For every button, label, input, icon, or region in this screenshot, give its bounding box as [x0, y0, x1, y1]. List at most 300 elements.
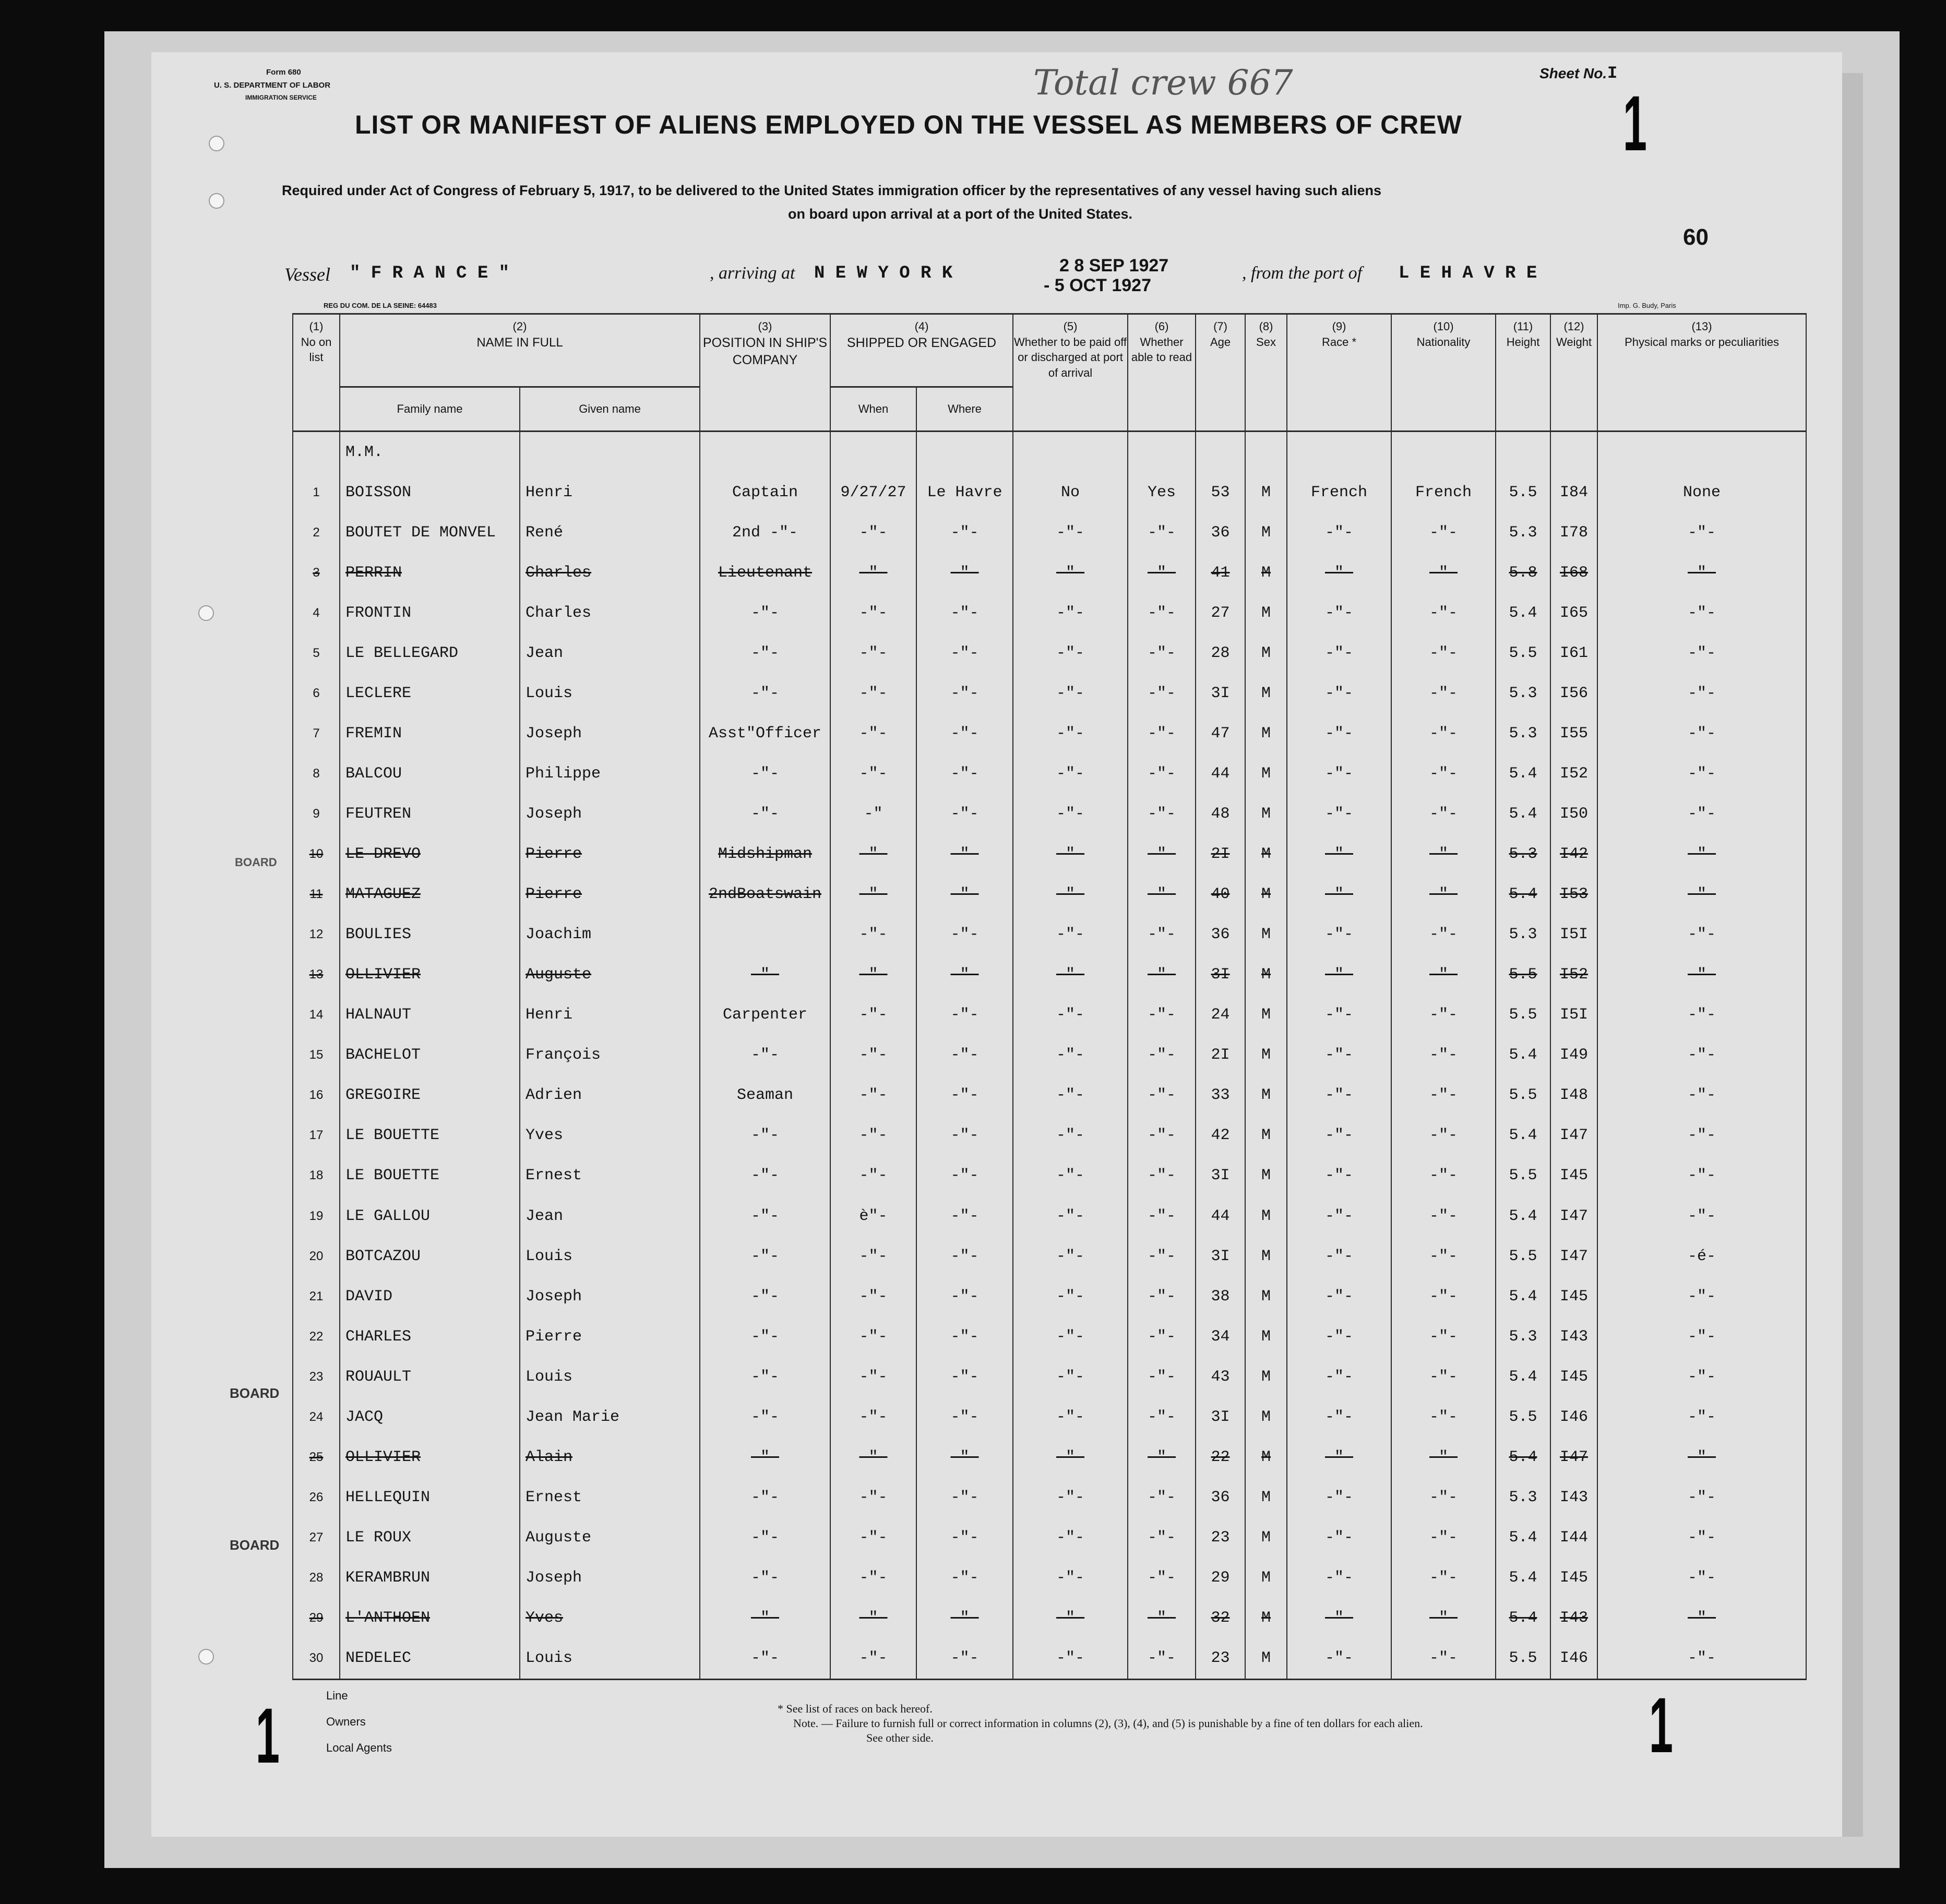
able-to-read: -"- — [1128, 1116, 1196, 1156]
weight: I52 — [1550, 955, 1597, 995]
age: 2I — [1196, 834, 1245, 875]
subtitle-line1: Required under Act of Congress of February 5, 1917, to be delivered to the United States immigration officer by the representatives of any vessel having such aliens — [282, 183, 1382, 198]
race: -"- — [1287, 794, 1391, 834]
table-row — [293, 834, 1806, 875]
height: 5.5 — [1496, 633, 1550, 673]
header-shipped: (4) SHIPPED OR ENGAGED — [830, 314, 1013, 387]
physical-marks: -"- — [1597, 1558, 1806, 1598]
age: 3I — [1196, 1236, 1245, 1276]
shipped-where: -"- — [916, 1437, 1013, 1477]
weight: I46 — [1550, 1397, 1597, 1437]
weight: I50 — [1550, 794, 1597, 834]
header-name: (2) NAME IN FULL — [340, 314, 700, 387]
weight: I47 — [1550, 1196, 1597, 1236]
physical-marks: -"- — [1597, 915, 1806, 955]
sex: M — [1245, 1558, 1287, 1598]
table-row — [293, 553, 1806, 593]
row-number: 29 — [293, 1598, 340, 1638]
shipped-when: -"- — [830, 1156, 916, 1196]
nationality: -"- — [1391, 1397, 1496, 1437]
nationality: French — [1391, 472, 1496, 512]
able-to-read: -"- — [1128, 633, 1196, 673]
shipped-when: -"- — [830, 915, 916, 955]
row-number: 13 — [293, 955, 340, 995]
nationality: -"- — [1391, 1156, 1496, 1196]
family-name: LE BELLEGARD — [340, 633, 520, 673]
physical-marks: -"- — [1597, 1638, 1806, 1680]
paid-off: -"- — [1013, 553, 1128, 593]
sex: M — [1245, 1517, 1287, 1558]
table-prefix-row — [293, 432, 1806, 473]
able-to-read: -"- — [1128, 673, 1196, 713]
header-position: (3) POSITION IN SHIP'S COMPANY — [700, 314, 830, 432]
shipped-where: -"- — [916, 1276, 1013, 1316]
row-number: 23 — [293, 1357, 340, 1397]
given-name: Louis — [520, 1357, 700, 1397]
sex: M — [1245, 1276, 1287, 1316]
family-name: BOTCAZOU — [340, 1236, 520, 1276]
shipped-when: -"- — [830, 1116, 916, 1156]
shipped-when: -"- — [830, 512, 916, 553]
shipped-when: -"- — [830, 1558, 916, 1598]
physical-marks: None — [1597, 472, 1806, 512]
height: 5.8 — [1496, 553, 1550, 593]
sex: M — [1245, 875, 1287, 915]
paid-off: -"- — [1013, 1236, 1128, 1276]
shipped-where: -"- — [916, 1477, 1013, 1517]
table-row — [293, 1196, 1806, 1236]
age: 33 — [1196, 1075, 1245, 1116]
date-stamp-2: - 5 OCT 1927 — [1044, 276, 1151, 295]
height: 5.4 — [1496, 1035, 1550, 1075]
height: 5.5 — [1496, 1397, 1550, 1437]
weight: I47 — [1550, 1116, 1597, 1156]
family-name: DAVID — [340, 1276, 520, 1316]
table-row — [293, 995, 1806, 1035]
shipped-when: 9/27/27 — [830, 472, 916, 512]
sex: M — [1245, 1236, 1287, 1276]
height: 5.3 — [1496, 713, 1550, 753]
race: -"- — [1287, 1517, 1391, 1558]
weight: I43 — [1550, 1316, 1597, 1357]
position: -"- — [700, 1397, 830, 1437]
race: -"- — [1287, 1638, 1391, 1680]
shipped-when: -"- — [830, 1035, 916, 1075]
shipped-where: Le Havre — [916, 472, 1013, 512]
department: U. S. DEPARTMENT OF LABOR — [214, 81, 331, 90]
able-to-read: -"- — [1128, 1276, 1196, 1316]
position: -"- — [700, 1517, 830, 1558]
table-row — [293, 955, 1806, 995]
race: -"- — [1287, 1598, 1391, 1638]
physical-marks: -"- — [1597, 995, 1806, 1035]
shipped-when: -"- — [830, 1477, 916, 1517]
age: 3I — [1196, 1156, 1245, 1196]
sex: M — [1245, 553, 1287, 593]
able-to-read: -"- — [1128, 1517, 1196, 1558]
row-number: 10 — [293, 834, 340, 875]
shipped-where: -"- — [916, 1598, 1013, 1638]
able-to-read: -"- — [1128, 1397, 1196, 1437]
weight: I5I — [1550, 995, 1597, 1035]
given-name: Henri — [520, 472, 700, 512]
family-name: MATAGUEZ — [340, 875, 520, 915]
nationality: -"- — [1391, 1116, 1496, 1156]
given-name: Ernest — [520, 1477, 700, 1517]
paid-off: -"- — [1013, 1477, 1128, 1517]
family-name: GREGOIRE — [340, 1075, 520, 1116]
height: 5.4 — [1496, 753, 1550, 794]
position: Lieutenant — [700, 553, 830, 593]
given-name: Louis — [520, 673, 700, 713]
race: -"- — [1287, 1316, 1391, 1357]
shipped-where: -"- — [916, 1196, 1013, 1236]
given-name: Yves — [520, 1598, 700, 1638]
row-number: 24 — [293, 1397, 340, 1437]
row-number: 1 — [293, 472, 340, 512]
margin-stamp: BOARD — [230, 1537, 280, 1553]
nationality: -"- — [1391, 512, 1496, 553]
paid-off: -"- — [1013, 955, 1128, 995]
row-number: 4 — [293, 593, 340, 633]
able-to-read: -"- — [1128, 995, 1196, 1035]
weight: I52 — [1550, 753, 1597, 794]
shipped-where: -"- — [916, 1517, 1013, 1558]
age: 32 — [1196, 1598, 1245, 1638]
shipped-when: -"- — [830, 1276, 916, 1316]
sex: M — [1245, 1316, 1287, 1357]
shipped-where: -"- — [916, 713, 1013, 753]
sex: M — [1245, 1035, 1287, 1075]
position: Carpenter — [700, 995, 830, 1035]
family-name: BOISSON — [340, 472, 520, 512]
race: -"- — [1287, 1075, 1391, 1116]
shipped-when: -"- — [830, 553, 916, 593]
sex: M — [1245, 713, 1287, 753]
nationality: -"- — [1391, 915, 1496, 955]
able-to-read: -"- — [1128, 512, 1196, 553]
physical-marks: -"- — [1597, 1357, 1806, 1397]
shipped-where: -"- — [916, 1236, 1013, 1276]
age: 23 — [1196, 1517, 1245, 1558]
row-number: 5 — [293, 633, 340, 673]
see-other-side: See other side. — [866, 1731, 934, 1744]
weight: I49 — [1550, 1035, 1597, 1075]
vessel-name: " F R A N C E " — [350, 264, 510, 283]
family-name: JACQ — [340, 1397, 520, 1437]
position: -"- — [700, 1558, 830, 1598]
age: 3I — [1196, 955, 1245, 995]
age: 23 — [1196, 1638, 1245, 1680]
weight: I78 — [1550, 512, 1597, 553]
shipped-when: -"- — [830, 1357, 916, 1397]
physical-marks: -"- — [1597, 1598, 1806, 1638]
height: 5.4 — [1496, 1517, 1550, 1558]
paid-off: -"- — [1013, 1156, 1128, 1196]
page-number: 60 — [1683, 224, 1709, 250]
page-edge — [1842, 73, 1863, 1837]
shipped-when: -"- — [830, 834, 916, 875]
paid-off: -"- — [1013, 1598, 1128, 1638]
weight: I47 — [1550, 1437, 1597, 1477]
race: -"- — [1287, 753, 1391, 794]
family-name: OLLIVIER — [340, 955, 520, 995]
paid-off: -"- — [1013, 1196, 1128, 1236]
able-to-read: -"- — [1128, 1357, 1196, 1397]
weight: I43 — [1550, 1598, 1597, 1638]
race: -"- — [1287, 1357, 1391, 1397]
given-name: Alain — [520, 1437, 700, 1477]
age: 28 — [1196, 633, 1245, 673]
paid-off: -"- — [1013, 1116, 1128, 1156]
height: 5.3 — [1496, 915, 1550, 955]
header-where: Where — [916, 387, 1013, 432]
row-number: 21 — [293, 1276, 340, 1316]
paid-off: -"- — [1013, 1517, 1128, 1558]
weight: I65 — [1550, 593, 1597, 633]
height: 5.3 — [1496, 512, 1550, 553]
given-name: Pierre — [520, 834, 700, 875]
height: 5.4 — [1496, 1598, 1550, 1638]
header-paid-off: (5) Whether to be paid off or discharged at port of arrival — [1013, 314, 1128, 432]
header-no: (1) No on list — [293, 314, 340, 432]
row-number: 8 — [293, 753, 340, 794]
given-name: Joseph — [520, 794, 700, 834]
nationality: -"- — [1391, 955, 1496, 995]
position: -"- — [700, 1116, 830, 1156]
table-row — [293, 1598, 1806, 1638]
able-to-read: -"- — [1128, 1075, 1196, 1116]
race: -"- — [1287, 1276, 1391, 1316]
position: -"- — [700, 955, 830, 995]
age: 47 — [1196, 713, 1245, 753]
row-number: 3 — [293, 553, 340, 593]
position: Asst"Officer — [700, 713, 830, 753]
shipped-when: -"- — [830, 1437, 916, 1477]
family-name: BOUTET DE MONVEL — [340, 512, 520, 553]
page-title: LIST OR MANIFEST OF ALIENS EMPLOYED ON THE VESSEL AS MEMBERS OF CREW — [355, 110, 1462, 139]
paid-off: -"- — [1013, 633, 1128, 673]
weight: I43 — [1550, 1477, 1597, 1517]
age: 36 — [1196, 915, 1245, 955]
row-number: 9 — [293, 794, 340, 834]
paid-off: -"- — [1013, 995, 1128, 1035]
header-age: (7) Age — [1196, 314, 1245, 432]
family-name: LECLERE — [340, 673, 520, 713]
family-name: L'ANTHOEN — [340, 1598, 520, 1638]
sheet-number: I — [1607, 64, 1618, 83]
shipped-where: -"- — [916, 1638, 1013, 1680]
height: 5.5 — [1496, 955, 1550, 995]
header-nationality: (10) Nationality — [1391, 314, 1496, 432]
height: 5.3 — [1496, 1316, 1550, 1357]
shipped-when: -"- — [830, 593, 916, 633]
paid-off: -"- — [1013, 794, 1128, 834]
weight: I48 — [1550, 1075, 1597, 1116]
physical-marks: -"- — [1597, 955, 1806, 995]
able-to-read: -"- — [1128, 1558, 1196, 1598]
nationality: -"- — [1391, 633, 1496, 673]
sex: M — [1245, 593, 1287, 633]
shipped-when: -"- — [830, 1397, 916, 1437]
physical-marks: -"- — [1597, 1156, 1806, 1196]
shipped-where: -"- — [916, 995, 1013, 1035]
weight: I45 — [1550, 1558, 1597, 1598]
row-number: 27 — [293, 1517, 340, 1558]
table-row — [293, 713, 1806, 753]
race: -"- — [1287, 1116, 1391, 1156]
family-name: CHARLES — [340, 1316, 520, 1357]
race: -"- — [1287, 713, 1391, 753]
able-to-read: -"- — [1128, 1316, 1196, 1357]
nationality: -"- — [1391, 1196, 1496, 1236]
family-name: NEDELEC — [340, 1638, 520, 1680]
row-number: 17 — [293, 1116, 340, 1156]
given-name: Charles — [520, 593, 700, 633]
table-row — [293, 1517, 1806, 1558]
given-name: René — [520, 512, 700, 553]
height: 5.4 — [1496, 875, 1550, 915]
nationality: -"- — [1391, 1638, 1496, 1680]
able-to-read: -"- — [1128, 593, 1196, 633]
physical-marks: -"- — [1597, 875, 1806, 915]
from-port: L E H A V R E — [1399, 264, 1537, 283]
shipped-when: -"- — [830, 995, 916, 1035]
table-row — [293, 1316, 1806, 1357]
age: 44 — [1196, 753, 1245, 794]
nationality: -"- — [1391, 1035, 1496, 1075]
weight: I55 — [1550, 713, 1597, 753]
table-row — [293, 633, 1806, 673]
height: 5.3 — [1496, 1477, 1550, 1517]
position: -"- — [700, 633, 830, 673]
position: -"- — [700, 753, 830, 794]
race: -"- — [1287, 955, 1391, 995]
given-name: Louis — [520, 1638, 700, 1680]
weight: I61 — [1550, 633, 1597, 673]
header-marks: (13) Physical marks or peculiarities — [1597, 314, 1806, 432]
physical-marks: -"- — [1597, 1316, 1806, 1357]
age: 48 — [1196, 794, 1245, 834]
family-name: HELLEQUIN — [340, 1477, 520, 1517]
given-name: Jean — [520, 633, 700, 673]
table-row — [293, 1477, 1806, 1517]
height: 5.4 — [1496, 593, 1550, 633]
age: 27 — [1196, 593, 1245, 633]
row-number: 25 — [293, 1437, 340, 1477]
race: -"- — [1287, 633, 1391, 673]
row-number: 12 — [293, 915, 340, 955]
paid-off: -"- — [1013, 713, 1128, 753]
sex: M — [1245, 1196, 1287, 1236]
nationality: -"- — [1391, 834, 1496, 875]
race: -"- — [1287, 1397, 1391, 1437]
table-row — [293, 794, 1806, 834]
paid-off: -"- — [1013, 1316, 1128, 1357]
physical-marks: -"- — [1597, 633, 1806, 673]
footer-right-mark: 1 — [1649, 1681, 1673, 1769]
given-name: François — [520, 1035, 700, 1075]
race: -"- — [1287, 875, 1391, 915]
paid-off: -"- — [1013, 834, 1128, 875]
physical-marks: -"- — [1597, 1276, 1806, 1316]
shipped-where: -"- — [916, 512, 1013, 553]
arrival-port: N E W Y O R K — [814, 264, 953, 283]
physical-marks: -"- — [1597, 1075, 1806, 1116]
shipped-when: -"- — [830, 673, 916, 713]
table-row — [293, 673, 1806, 713]
shipped-where: -"- — [916, 1558, 1013, 1598]
able-to-read: -"- — [1128, 1236, 1196, 1276]
nationality: -"- — [1391, 593, 1496, 633]
able-to-read: -"- — [1128, 753, 1196, 794]
nationality: -"- — [1391, 553, 1496, 593]
height: 5.5 — [1496, 1075, 1550, 1116]
paid-off: -"- — [1013, 875, 1128, 915]
table-row — [293, 753, 1806, 794]
position: -"- — [700, 593, 830, 633]
punch-hole — [209, 193, 224, 209]
header-height: (11) Height — [1496, 314, 1550, 432]
able-to-read: -"- — [1128, 1437, 1196, 1477]
sheet-big-mark: 1 — [1623, 79, 1647, 167]
able-to-read: -"- — [1128, 1638, 1196, 1680]
able-to-read: Yes — [1128, 472, 1196, 512]
given-name: Pierre — [520, 875, 700, 915]
given-name: Joseph — [520, 1558, 700, 1598]
weight: I45 — [1550, 1276, 1597, 1316]
footer-left-mark: 1 — [256, 1692, 280, 1779]
given-name: Joseph — [520, 1276, 700, 1316]
arriving-label: , arriving at — [710, 264, 795, 283]
given-name: Louis — [520, 1236, 700, 1276]
shipped-when: -"- — [830, 633, 916, 673]
weight: I42 — [1550, 834, 1597, 875]
weight: I46 — [1550, 1638, 1597, 1680]
physical-marks: -"- — [1597, 1517, 1806, 1558]
shipped-when: -"- — [830, 875, 916, 915]
family-name: LE DREVO — [340, 834, 520, 875]
nationality: -"- — [1391, 1276, 1496, 1316]
family-name: FEUTREN — [340, 794, 520, 834]
paid-off: -"- — [1013, 1075, 1128, 1116]
given-name: Ernest — [520, 1156, 700, 1196]
table-row — [293, 1156, 1806, 1196]
table-row — [293, 1437, 1806, 1477]
header-family-name: Family name — [340, 387, 520, 432]
height: 5.3 — [1496, 673, 1550, 713]
family-name: OLLIVIER — [340, 1437, 520, 1477]
family-name: HALNAUT — [340, 995, 520, 1035]
nationality: -"- — [1391, 753, 1496, 794]
shipped-where: -"- — [916, 794, 1013, 834]
punch-hole — [209, 136, 224, 151]
able-to-read: -"- — [1128, 915, 1196, 955]
table-row — [293, 1357, 1806, 1397]
row-number: 19 — [293, 1196, 340, 1236]
race: -"- — [1287, 593, 1391, 633]
shipped-where: -"- — [916, 633, 1013, 673]
physical-marks: -"- — [1597, 1196, 1806, 1236]
able-to-read: -"- — [1128, 875, 1196, 915]
race: -"- — [1287, 915, 1391, 955]
family-name: PERRIN — [340, 553, 520, 593]
physical-marks: -"- — [1597, 1477, 1806, 1517]
given-name: Jean Marie — [520, 1397, 700, 1437]
position: -"- — [700, 1316, 830, 1357]
height: 5.5 — [1496, 995, 1550, 1035]
race: -"- — [1287, 673, 1391, 713]
